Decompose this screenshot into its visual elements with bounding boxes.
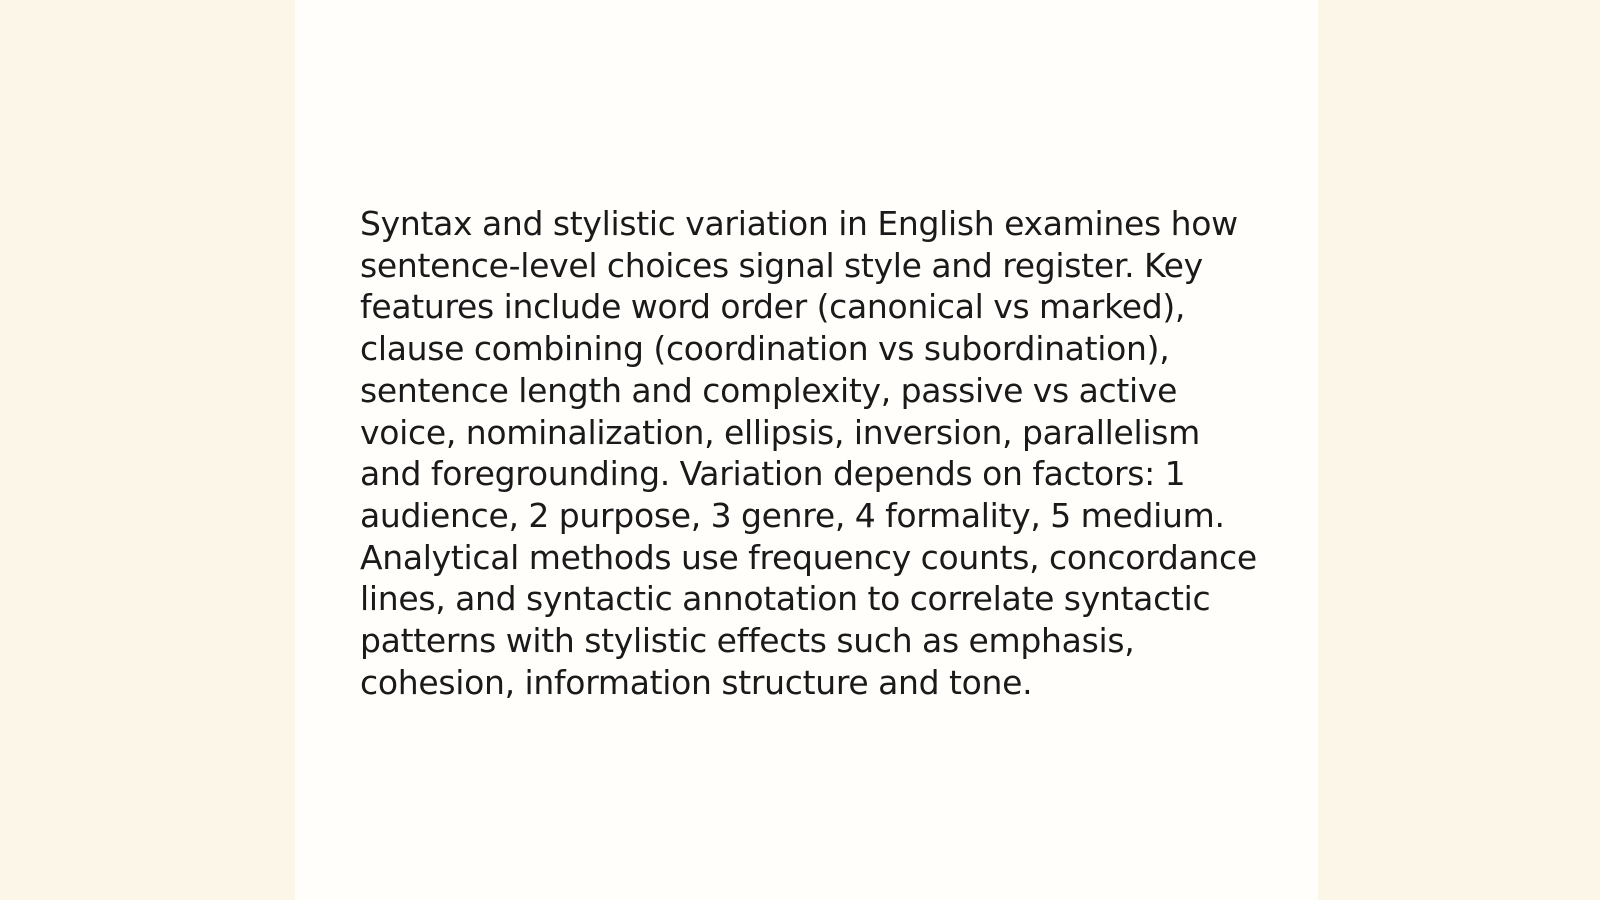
- document-page: [295, 0, 1318, 900]
- body-paragraph: Syntax and stylistic variation in English examines how sentence-level choices signal style and register. Key features include word order (canonical vs marked), clause combining (coordination vs subordination), sentence length and complexity, passive vs active voice, nominalization, ellipsis, inversion, parallelism and foregrounding. Variation depends on factors: 1 audience, 2 purpose, 3 genre, 4 formality, 5 medium. Analytical methods use frequency counts, concordance lines, and syntactic annotation to correlate syntactic patterns with stylistic effects such as emphasis, cohesion, information structure and tone.: [360, 204, 1257, 702]
